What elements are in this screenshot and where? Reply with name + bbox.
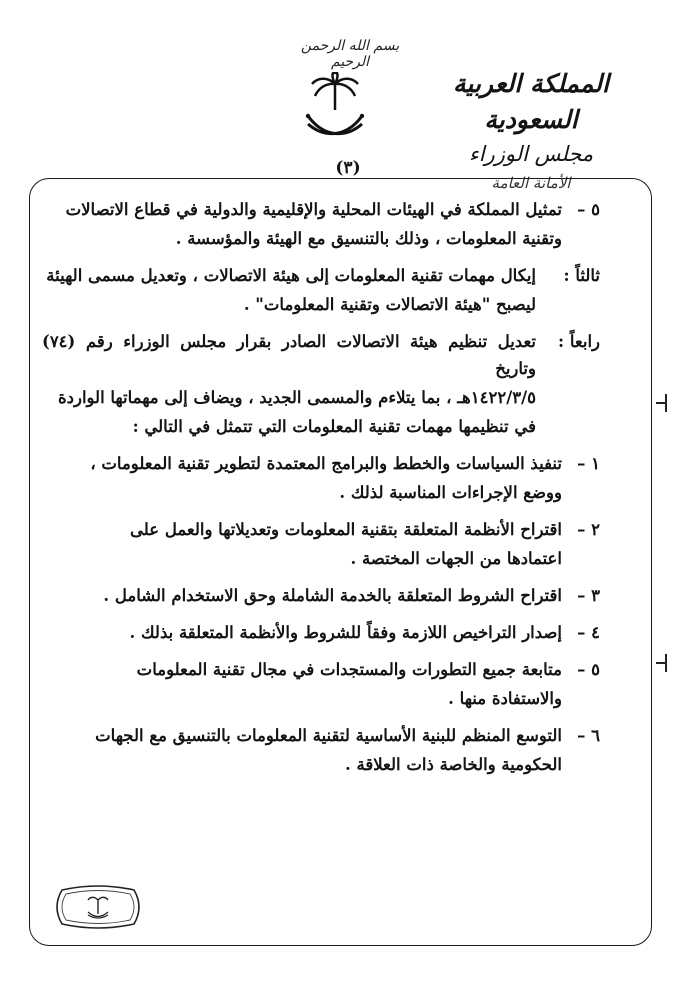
task-line: والاستفادة منها .	[448, 689, 562, 708]
clause-line: إيكال مهمات تقنية المعلومات إلى هيئة الاتصالات ، وتعديل مسمى الهيئة	[46, 266, 536, 285]
task-item-4	[42, 619, 600, 648]
bismillah: بسم الله الرحمن الرحيم	[300, 38, 400, 70]
clause-third	[42, 262, 600, 320]
task-line: ووضع الإجراءات المناسبة لذلك .	[339, 483, 562, 502]
task-line: الحكومية والخاصة ذات العلاقة .	[344, 755, 562, 774]
letterhead	[416, 66, 646, 196]
task-line: التوسع المنظم للبنية الأساسية لتقنية المعلومات بالتنسيق مع الجهات	[95, 726, 562, 745]
task-item-2	[42, 516, 600, 574]
margin-tick-icon	[654, 392, 668, 414]
page-number: (٣)	[335, 158, 361, 178]
task-line: إصدار التراخيص اللازمة وفقاً للشروط والأنظمة المتعلقة بذلك .	[129, 623, 562, 642]
clause-item-5	[42, 196, 600, 254]
clause-line: تعديل تنظيم هيئة الاتصالات الصادر بقرار مجلس الوزراء رقم (٧٤) وتاريخ	[42, 332, 536, 378]
document-body	[42, 196, 600, 788]
task-marker: ٤ –	[577, 623, 600, 642]
clause-marker: رابعاً :	[558, 332, 600, 351]
clause-fourth	[42, 328, 600, 442]
task-item-1	[42, 450, 600, 508]
task-marker: ١ –	[577, 454, 600, 473]
clause-line: تمثيل المملكة في الهيئات المحلية والإقليمية والدولية في قطاع الاتصالات	[65, 200, 562, 219]
clause-line: وتقنية المعلومات ، وذلك بالتنسيق مع الهيئة والمؤسسة .	[175, 229, 562, 248]
task-marker: ٢ –	[577, 520, 600, 539]
clause-line: ليصبح "هيئة الاتصالات وتقنية المعلومات" .	[243, 295, 536, 314]
task-line: اقتراح الشروط المتعلقة بالخدمة الشاملة وحق الاستخدام الشامل .	[103, 586, 562, 605]
council-title: مجلس الوزراء	[468, 142, 594, 166]
task-line: اعتمادها من الجهات المختصة .	[350, 549, 562, 568]
clause-line: ١٤٢٢/٣/٥هـ ، بما يتلاءم والمسمى الجديد ، ويضاف إلى مهماتها الواردة	[57, 388, 536, 407]
secretariat-title: الأمانة العامة	[491, 174, 571, 192]
clause-line: في تنظيمها مهمات تقنية المعلومات التي تتمثل في التالي :	[132, 417, 536, 436]
task-item-6	[42, 722, 600, 780]
task-line: اقتراح الأنظمة المتعلقة بتقنية المعلومات وتعديلاتها والعمل على	[130, 520, 562, 539]
task-line: متابعة جميع التطورات والمستجدات في مجال تقنية المعلومات	[136, 660, 562, 679]
task-item-3	[42, 582, 600, 611]
task-marker: ٥ –	[577, 660, 600, 679]
margin-tick-icon	[654, 652, 668, 674]
task-item-5	[42, 656, 600, 714]
council-seal-icon	[52, 884, 144, 930]
task-line: تنفيذ السياسات والخطط والبرامج المعتمدة لتطوير تقنية المعلومات ،	[90, 454, 562, 473]
task-marker: ٣ –	[577, 586, 600, 605]
palm-and-swords-emblem-icon	[300, 72, 370, 150]
clause-marker: ٥ –	[577, 200, 600, 219]
task-marker: ٦ –	[577, 726, 600, 745]
clause-marker: ثالثاً :	[563, 266, 600, 285]
kingdom-title: المملكة العربية السعودية	[453, 69, 609, 134]
